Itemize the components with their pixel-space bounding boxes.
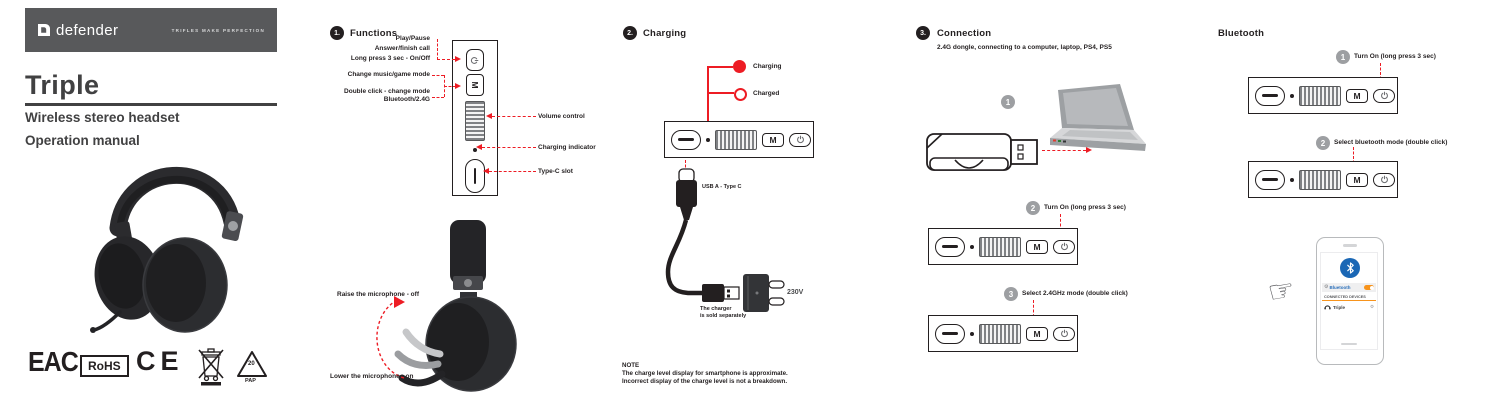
type-c-slot [935,324,965,344]
charging-number-badge: 2. [623,26,637,40]
power-icon [1380,175,1389,184]
note-title: NOTE [622,362,640,369]
headset-icon [1324,304,1331,310]
mode-button: M [762,133,784,147]
phone-home-bar [1341,343,1357,346]
note-line-1: The charge level display for smartphone is approximate. [622,370,788,377]
label-charging: Charging [753,63,782,70]
charging-indicator-dot [1290,94,1294,98]
connection-subtitle: 2.4G dongle, connecting to a computer, laptop, PS4, PS5 [937,44,1112,51]
bt-step-2-badge: 2 [1316,136,1330,150]
defender-logo-icon [37,23,51,37]
bluetooth-control-strip-2 [1248,161,1398,198]
volume-wheel [465,101,485,141]
weee-bin-icon [198,348,224,386]
connector-line [482,147,536,148]
type-c-slot [935,237,965,257]
divider [25,103,277,106]
charging-title: Charging [643,28,687,39]
arrowhead [455,83,461,89]
charging-indicator-dot [970,245,974,249]
power-icon [1060,242,1069,251]
usb-dongle [925,124,1041,180]
bluetooth-toggle [1364,285,1374,290]
mode-button: M [466,74,484,96]
charging-led-on [733,60,746,73]
bluetooth-control-strip-1 [1248,77,1398,114]
label-charger-sold-1: The charger [700,306,732,312]
bluetooth-title: Bluetooth [1218,28,1265,39]
arrowhead [483,168,489,174]
arrowhead [1086,147,1092,153]
charged-led-off [734,88,747,101]
power-button [466,49,484,71]
note-line-2: Incorrect display of the charge level is not a breakdown. [622,378,788,385]
label-change-mode: Change music/game mode [347,71,430,78]
legend-line [707,92,734,94]
connector-line [437,39,438,60]
charging-indicator-dot [706,138,710,142]
power-button [1373,173,1395,187]
connector-line [432,97,444,98]
power-button [1053,327,1075,341]
label-play-pause: Play/Pause [395,35,430,42]
label-charged: Charged [753,90,780,97]
manual-label: Operation manual [25,133,140,148]
mode-button: M [1346,89,1368,103]
connector-line [437,59,455,60]
phone-paired-device-row [1322,303,1376,311]
phone-bluetooth-row [1322,283,1376,292]
bluetooth-icon [1345,261,1356,275]
connection-control-strip-1 [928,228,1078,265]
brand-header [25,8,277,52]
volume-wheel [979,324,1021,344]
gear-icon: ⚙ [1324,284,1329,290]
connector-line [1042,150,1086,151]
smartphone [1316,237,1384,365]
label-mic-lower: Lower the microphone - on [330,373,414,380]
power-button [1373,89,1395,103]
brand-logo-text: defender [56,21,119,39]
type-c-slot [465,159,485,193]
product-name: Triple [25,70,100,100]
label-type-c-slot: Type-C slot [538,168,573,175]
volume-wheel [1299,86,1341,106]
connection-number-badge: 3. [916,26,930,40]
phone-speaker [1343,244,1357,247]
connector-line [489,171,536,172]
connection-title: Connection [937,28,992,39]
arrowhead [455,56,461,62]
bt-step-1-badge: 1 [1336,50,1350,64]
brand-slogan: TRIFLES MAKE PERFECTION [171,27,265,33]
type-c-slot [1255,170,1285,190]
label-volume-control: Volume control [538,113,585,120]
connector-line [492,116,536,117]
label-double-click: Double click - change mode [344,88,430,95]
label-mic-raise: Raise the microphone - off [337,291,419,298]
functions-title: Functions [350,28,398,39]
legend-line [707,66,733,68]
label-answer-call: Answer/finish call [374,45,430,52]
arrowhead [486,113,492,119]
device-settings-icon: ⚙ [1369,303,1374,309]
power-icon [796,135,805,144]
step-1-badge: 1 [1001,95,1015,109]
pap-label: PAP [245,378,256,384]
arrowhead [476,144,482,150]
hand-pointer-icon: ☞ [1265,272,1298,311]
power-button [789,133,811,147]
volume-wheel [715,130,757,150]
volume-wheel [1299,170,1341,190]
label-voltage: 230V [787,289,804,296]
label-usb-type: USB A - Type C [702,184,742,190]
ce-mark: CE [136,346,184,376]
step-3-text: Select 2.4GHz mode (double click) [1022,290,1128,297]
mode-button: M [1026,240,1048,254]
functions-number-badge: 1. [330,26,344,40]
power-icon [1380,91,1389,100]
power-icon [471,56,480,65]
volume-wheel [979,237,1021,257]
mic-rotation-arrow [362,292,432,384]
charging-control-strip [664,121,814,158]
product-subtitle: Wireless stereo headset [25,110,180,125]
eac-mark: EAC [28,346,78,378]
step-2-badge: 2 [1026,201,1040,215]
bluetooth-app-icon [1340,258,1360,278]
power-button [1053,240,1075,254]
phone-bluetooth-label: Bluetooth [1329,285,1351,290]
step-3-badge: 3 [1004,287,1018,301]
phone-screen [1320,252,1378,350]
connection-control-strip-2 [928,315,1078,352]
charging-indicator-dot [970,332,974,336]
charging-indicator-dot [1290,178,1294,182]
paired-device-name: Triple [1333,304,1346,310]
pap-number: 20 [248,361,255,367]
step-2-text: Turn On (long press 3 sec) [1044,204,1126,211]
phone-connected-devices-header: CONNECTED DEVICES [1322,294,1376,301]
mode-button: M [1346,173,1368,187]
connector-line [432,75,444,76]
type-c-slot [1255,86,1285,106]
bt-step-2-text: Select bluetooth mode (double click) [1334,139,1448,146]
headset-photo [78,146,273,346]
laptop [1042,84,1150,158]
label-double-click-2: Bluetooth/2.4G [383,96,430,103]
bt-step-1-text: Turn On (long press 3 sec) [1354,53,1436,60]
type-c-slot [671,130,701,150]
rohs-mark: RoHS [80,355,129,377]
power-icon [1060,329,1069,338]
label-charging-indicator: Charging indicator [538,144,596,151]
mode-button: M [1026,327,1048,341]
label-long-press: Long press 3 sec - On/Off [350,55,430,62]
label-charger-sold-2: is sold separately [700,313,747,319]
